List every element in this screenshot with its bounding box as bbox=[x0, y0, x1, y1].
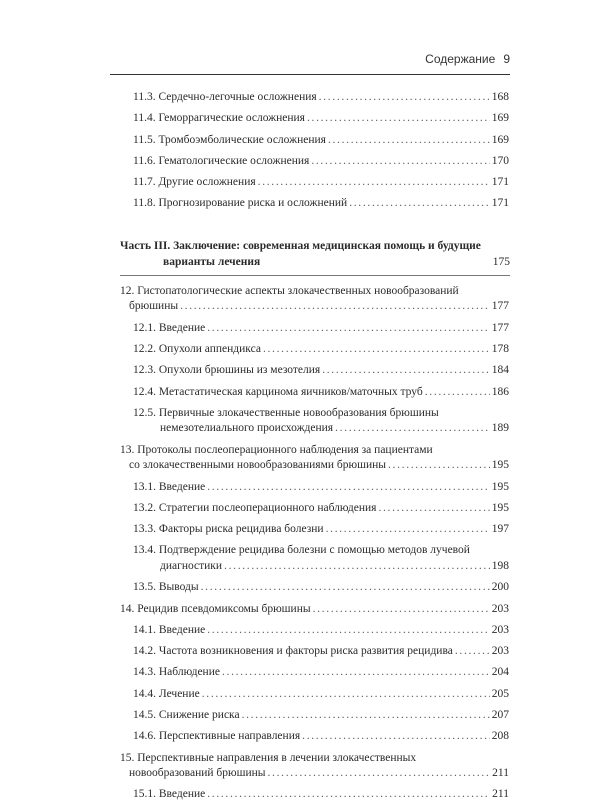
toc-entry-line bbox=[120, 501, 509, 517]
toc-entry-line bbox=[120, 623, 509, 639]
toc-section-after-part bbox=[120, 284, 509, 803]
toc-section-entry[interactable] bbox=[120, 708, 509, 724]
toc-entry-line bbox=[120, 175, 509, 191]
toc-entry-line bbox=[120, 443, 509, 459]
toc-entry-title: 14.6. Перспективные направления bbox=[133, 730, 301, 743]
toc-page-number: 177 bbox=[491, 300, 509, 313]
toc-page-number: 184 bbox=[491, 364, 509, 377]
dot-leader bbox=[258, 175, 490, 191]
dot-leader bbox=[307, 111, 490, 127]
toc-entry-title: 11.6. Гематологические осложнения bbox=[133, 154, 310, 167]
toc-section-entry[interactable] bbox=[120, 175, 509, 191]
toc-entry-title: 13. Протоколы послеоперационного наблюдения за пациентами bbox=[120, 443, 433, 456]
toc-page-number: 203 bbox=[491, 623, 509, 636]
toc-section-entry[interactable] bbox=[120, 363, 509, 379]
toc-entry-line bbox=[120, 196, 509, 212]
dot-leader bbox=[326, 522, 490, 538]
dot-leader bbox=[455, 644, 490, 660]
toc-section-entry[interactable] bbox=[120, 522, 509, 538]
toc-section-entry[interactable] bbox=[120, 580, 509, 596]
toc-page-number: 204 bbox=[491, 666, 509, 679]
part-title-line-2: варианты лечения bbox=[163, 255, 261, 268]
toc-section-entry[interactable] bbox=[120, 406, 509, 437]
toc-page-number: 197 bbox=[491, 523, 509, 536]
toc-entry-title: брюшины bbox=[129, 300, 179, 313]
toc-section-entry[interactable] bbox=[120, 543, 509, 574]
toc-entry-title: 14.5. Снижение риска bbox=[133, 709, 240, 722]
dot-leader bbox=[207, 623, 490, 639]
toc-entry-line bbox=[120, 665, 509, 681]
toc-entry-line bbox=[120, 687, 509, 703]
toc-entry-title: 13.1. Введение bbox=[133, 480, 206, 493]
toc-entry-line bbox=[120, 111, 509, 127]
dot-leader bbox=[425, 385, 490, 401]
toc-page-number: 171 bbox=[491, 197, 509, 210]
toc-entry-title: диагностики bbox=[160, 559, 223, 572]
toc-entry-line bbox=[120, 480, 509, 496]
toc-entry-line bbox=[120, 708, 509, 724]
toc-entry-line bbox=[120, 90, 509, 106]
toc-entry-line bbox=[120, 284, 509, 300]
dot-leader bbox=[207, 480, 490, 496]
dot-leader bbox=[207, 321, 490, 337]
toc-chapter-entry[interactable] bbox=[120, 751, 509, 782]
toc-entry-title: 12. Гистопатологические аспекты злокачественных новообразований bbox=[120, 284, 459, 297]
toc-entry-line bbox=[120, 133, 509, 149]
toc-entry-title: 12.3. Опухоли брюшины из мезотелия bbox=[133, 364, 321, 377]
toc-page-number: 208 bbox=[491, 730, 509, 743]
toc-page-number: 198 bbox=[491, 559, 509, 572]
part-title-line-1: Часть III. Заключение: современная медицинская помощь и будущие bbox=[120, 239, 481, 252]
toc-entry-title: 13.5. Выводы bbox=[133, 581, 199, 594]
toc-entry-title: 14.1. Введение bbox=[133, 623, 206, 636]
part-page-number: 175 bbox=[492, 255, 510, 268]
toc-entry-line bbox=[120, 580, 509, 596]
toc-entry-line bbox=[120, 766, 509, 782]
toc-entry-title: 12.2. Опухоли аппендикса bbox=[133, 343, 261, 356]
dot-leader bbox=[335, 421, 490, 437]
toc-entry-line bbox=[120, 458, 509, 474]
toc-entry-title: 11.5. Тромбоэмболические осложнения bbox=[133, 133, 326, 146]
toc-entry-title: 11.7. Другие осложнения bbox=[133, 176, 256, 189]
toc-chapter-entry[interactable] bbox=[120, 284, 509, 315]
toc-section-entry[interactable] bbox=[120, 385, 509, 401]
toc-page-number: 177 bbox=[491, 321, 509, 334]
dot-leader bbox=[207, 787, 490, 803]
running-header-title: Содержание bbox=[425, 52, 496, 66]
dot-leader bbox=[328, 133, 490, 149]
toc-page-number: 203 bbox=[491, 602, 509, 615]
toc-section-entry[interactable] bbox=[120, 342, 509, 358]
toc-entry-line bbox=[120, 406, 509, 422]
toc-entry-title: 11.4. Геморрагические осложнения bbox=[133, 112, 305, 125]
dot-leader bbox=[263, 342, 490, 358]
toc-entry-line bbox=[120, 602, 509, 618]
toc-entry-line bbox=[120, 154, 509, 170]
toc-page-number: 171 bbox=[491, 176, 509, 189]
toc-entry-line bbox=[120, 787, 509, 803]
toc-entry-title: 14. Рецидив псевдомиксомы брюшины bbox=[120, 602, 311, 615]
toc-page-number: 211 bbox=[492, 788, 509, 801]
toc-entry-line bbox=[120, 729, 509, 745]
toc-section-entry[interactable] bbox=[120, 501, 509, 517]
toc-section-entry[interactable] bbox=[120, 665, 509, 681]
toc-page-number: 211 bbox=[492, 767, 509, 780]
toc-entry-title: 11.8. Прогнозирование риска и осложнений bbox=[133, 197, 348, 210]
toc-page-number: 170 bbox=[491, 154, 509, 167]
dot-leader bbox=[322, 363, 490, 379]
dot-leader bbox=[349, 196, 490, 212]
toc-page-number: 205 bbox=[491, 687, 509, 700]
dot-leader bbox=[388, 458, 490, 474]
dot-leader bbox=[242, 708, 490, 724]
dot-leader bbox=[378, 501, 489, 517]
toc-part-heading[interactable] bbox=[120, 238, 510, 276]
toc-entry-title: немезотелиального происхождения bbox=[160, 422, 334, 435]
dot-leader bbox=[202, 687, 490, 703]
toc-section-entry[interactable] bbox=[120, 480, 509, 496]
toc-entry-title: 12.1. Введение bbox=[133, 321, 206, 334]
toc-section-before-part bbox=[120, 90, 509, 212]
toc-page-number: 186 bbox=[491, 385, 509, 398]
toc-section-entry[interactable] bbox=[120, 90, 509, 106]
page-number: 9 bbox=[503, 52, 510, 66]
toc-entry-title: 13.2. Стратегии послеоперационного наблюдения bbox=[133, 501, 377, 514]
toc-entry-line bbox=[120, 385, 509, 401]
toc-entry-line bbox=[120, 543, 509, 559]
toc-section-entry[interactable] bbox=[120, 321, 509, 337]
toc-page-number: 200 bbox=[491, 581, 509, 594]
toc-chapter-entry[interactable] bbox=[120, 602, 509, 618]
toc-entry-line bbox=[120, 342, 509, 358]
toc-entry-line bbox=[120, 522, 509, 538]
toc-page-number: 195 bbox=[491, 501, 509, 514]
dot-leader bbox=[311, 154, 489, 170]
toc-entry-title: новообразований брюшины bbox=[129, 767, 266, 780]
toc-page-number: 178 bbox=[491, 343, 509, 356]
toc-section-entry[interactable] bbox=[120, 644, 509, 660]
toc-page-number: 195 bbox=[491, 459, 509, 472]
toc-entry-title: 15.1. Введение bbox=[133, 788, 206, 801]
toc-entry-line bbox=[120, 751, 509, 767]
toc-entry-line bbox=[120, 299, 509, 315]
toc-section-entry[interactable] bbox=[120, 196, 509, 212]
toc-page-number: 207 bbox=[491, 709, 509, 722]
toc-entry-line bbox=[120, 559, 509, 575]
toc-page-number: 195 bbox=[491, 480, 509, 493]
toc-section-entry[interactable] bbox=[120, 111, 509, 127]
toc-page-number: 168 bbox=[491, 91, 509, 103]
dot-leader bbox=[313, 602, 490, 618]
toc-entry-title: 12.5. Первичные злокачественные новообразования брюшины bbox=[133, 406, 439, 419]
toc-entry-line bbox=[120, 421, 509, 437]
dot-leader bbox=[268, 766, 491, 782]
toc-page-number: 189 bbox=[491, 422, 509, 435]
toc-section-entry[interactable] bbox=[120, 154, 509, 170]
dot-leader bbox=[222, 665, 490, 681]
dot-leader bbox=[319, 90, 490, 106]
toc-page-number: 169 bbox=[491, 112, 509, 125]
dot-leader bbox=[201, 580, 490, 596]
toc-entry-title: 14.2. Частота возникновения и факторы риска развития рецидива bbox=[133, 645, 453, 658]
dot-leader bbox=[224, 559, 490, 575]
part-title-line-2-row bbox=[120, 254, 510, 270]
toc-section-entry[interactable] bbox=[120, 729, 509, 745]
toc-entry-line bbox=[120, 644, 509, 660]
toc-page-number: 169 bbox=[491, 133, 509, 146]
toc-entry-title: 13.4. Подтверждение рецидива болезни с помощью методов лучевой bbox=[133, 544, 470, 557]
dot-leader bbox=[302, 729, 490, 745]
toc-entry-title: 11.3. Сердечно-легочные осложнения bbox=[133, 91, 317, 103]
toc-entry-line bbox=[120, 363, 509, 379]
toc-entry-title: 12.4. Метастатическая карцинома яичников/маточных труб bbox=[133, 385, 423, 398]
toc-chapter-entry[interactable] bbox=[120, 443, 509, 474]
toc-entry-title: 14.4. Лечение bbox=[133, 687, 200, 700]
toc-entry-title: 14.3. Наблюдение bbox=[133, 666, 220, 679]
toc-entry-title: 13.3. Факторы риска рецидива болезни bbox=[133, 523, 324, 536]
table-of-contents bbox=[120, 90, 509, 809]
toc-section-entry[interactable] bbox=[120, 133, 509, 149]
toc-section-entry[interactable] bbox=[120, 687, 509, 703]
dot-leader bbox=[180, 299, 490, 315]
toc-entry-line bbox=[120, 321, 509, 337]
toc-entry-title: со злокачественными новообразованиями брюшины bbox=[129, 459, 386, 472]
toc-section-entry[interactable] bbox=[120, 787, 509, 803]
running-header bbox=[110, 52, 510, 75]
toc-entry-title: 15. Перспективные направления в лечении злокачественных bbox=[120, 751, 417, 764]
toc-section-entry[interactable] bbox=[120, 623, 509, 639]
toc-page-number: 203 bbox=[491, 645, 509, 658]
